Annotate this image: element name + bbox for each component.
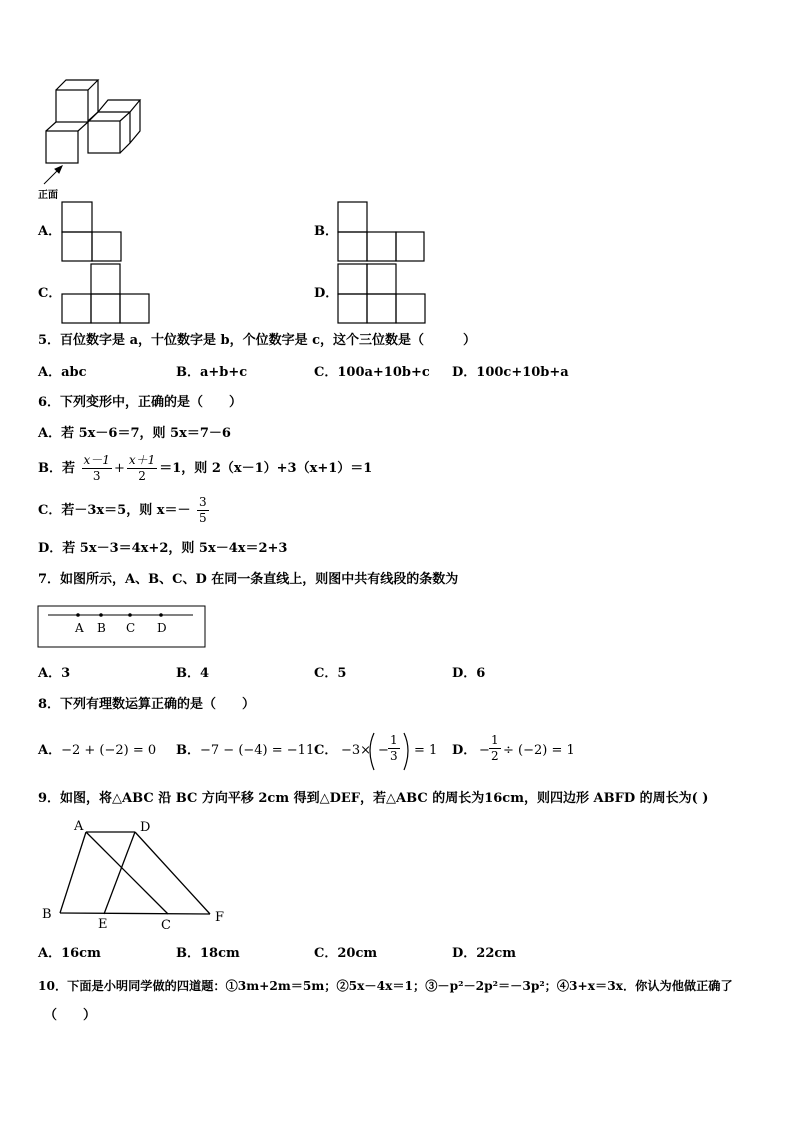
q6-option-d[interactable]: D．若 5x－3＝4x+2，则 5x－4x＝2+3	[38, 541, 288, 556]
q7-option-d[interactable]: D．6	[452, 666, 486, 681]
q6-b-frac1-denominator: 3	[92, 469, 101, 483]
q6-option-c[interactable]	[38, 495, 211, 526]
q9-label-c: C	[161, 918, 171, 933]
q4-option-c-figure	[62, 264, 149, 323]
q9-option-c[interactable]: C．20cm	[314, 946, 378, 961]
q7-point-a: A	[75, 621, 84, 635]
q7-option-a[interactable]: A．3	[38, 666, 71, 681]
q9-figure	[60, 832, 210, 914]
q8-option-a[interactable]	[38, 743, 156, 759]
q4-option-b-label[interactable]: B．	[314, 224, 338, 239]
q8-b-expr: −7 − (−4) = −11	[200, 743, 315, 758]
q4-option-d-figure	[338, 264, 425, 323]
q9-label-a: A	[74, 819, 84, 834]
q8-d-minus: −	[479, 743, 490, 758]
q6-b-frac2-numerator: x＋1	[128, 453, 156, 467]
front-arrow	[44, 166, 62, 184]
q8-option-d-label[interactable]: D．	[452, 743, 477, 758]
q8-option-c-label[interactable]: C．	[314, 743, 338, 758]
q8-stem: 8．下列有理数运算正确的是（ ）	[38, 697, 256, 712]
cube-figure	[46, 80, 140, 163]
q6-c-numerator: 3	[199, 495, 207, 509]
q6-b-prefix: B．若	[38, 461, 75, 476]
q8-d-denominator: 2	[491, 749, 499, 763]
q6-b-frac2-denominator: 2	[138, 469, 146, 483]
q7-point-c: C	[126, 621, 136, 635]
q5-option-d[interactable]: D．100c+10b+a	[452, 365, 569, 380]
q8-d-numerator: 1	[491, 733, 499, 747]
q8-b-label: B．	[176, 743, 200, 758]
q5-stem: 5．百位数字是 a，十位数字是 b，个位数字是 c，这个三位数是（ ）	[38, 333, 477, 348]
q8-c-minus: −	[378, 743, 389, 758]
q4-option-a-figure	[62, 202, 121, 261]
q9-stem: 9．如图，将△ABC 沿 BC 方向平移 2cm 得到△DEF，若△ABC 的周长为16cm，则四边形 ABFD 的周长为( )	[38, 791, 709, 806]
q8-c-denominator: 3	[390, 749, 398, 763]
q6-option-a[interactable]: A．若 5x－6＝7，则 5x＝7－6	[38, 426, 231, 441]
q6-b-plus: +	[113, 461, 125, 476]
q6-c-prefix: C．若－3x＝5，则 x＝－	[38, 503, 191, 518]
q8-c-numerator: 1	[390, 733, 398, 747]
q5-option-a[interactable]: A．abc	[38, 365, 87, 380]
q8-a-label: A．	[38, 743, 62, 758]
q9-label-e: E	[98, 917, 108, 932]
q8-c-pre: −3×	[341, 743, 372, 758]
q6-option-b[interactable]	[38, 453, 372, 484]
q6-b-fraction-2	[127, 453, 157, 484]
q6-c-denominator: 5	[199, 511, 207, 525]
q8-option-b[interactable]	[176, 743, 314, 759]
q7-point-b: B	[97, 621, 106, 635]
q9-label-d: D	[140, 820, 151, 835]
q8-d-post: ÷ (−2) = 1	[503, 743, 575, 758]
q4-option-c-label[interactable]: C．	[38, 286, 62, 301]
q10-stem: 10．下面是小明同学做的四道题：①3m+2m＝5m；②5x－4x＝1；③－p²－2p²＝－3p²；④3+x＝3x．你认为他做正确了	[38, 979, 733, 993]
q7-option-c[interactable]: C．5	[314, 666, 347, 681]
q7-stem: 7．如图所示，A、B、C、D 在同一条直线上，则图中共有线段的条数为	[38, 572, 459, 587]
q8-a-expr: −2 + (−2) = 0	[61, 743, 157, 758]
q10-stem-continued: （ ）	[44, 1008, 97, 1023]
q7-option-b[interactable]: B．4	[176, 666, 210, 681]
q7-figure	[38, 606, 205, 647]
q4-option-d-label[interactable]: D．	[314, 286, 339, 301]
q9-option-d[interactable]: D．22cm	[452, 946, 517, 961]
q9-option-b[interactable]: B．18cm	[176, 946, 240, 961]
q6-b-suffix: ＝1，则 2（x－1）+3（x+1）＝1	[159, 461, 373, 476]
q5-option-b[interactable]: B．a+b+c	[176, 365, 248, 380]
q6-b-frac1-numerator: x－1	[83, 453, 110, 467]
q9-label-b: B	[42, 907, 52, 922]
q8-d-fraction	[489, 733, 501, 764]
front-label: 正面	[38, 190, 58, 201]
q4-option-b-figure	[338, 202, 424, 261]
q9-label-f: F	[215, 910, 225, 925]
q7-point-d: D	[157, 621, 167, 635]
q8-c-fraction	[388, 733, 400, 764]
q4-option-a-label[interactable]: A．	[38, 224, 62, 239]
q6-stem: 6．下列变形中，正确的是（ ）	[38, 395, 243, 410]
q9-option-a[interactable]: A．16cm	[38, 946, 101, 961]
q6-c-fraction	[197, 495, 209, 526]
q5-option-c[interactable]: C．100a+10b+c	[314, 365, 430, 380]
q6-b-fraction-1	[82, 453, 112, 484]
q8-c-post: = 1	[414, 743, 438, 758]
